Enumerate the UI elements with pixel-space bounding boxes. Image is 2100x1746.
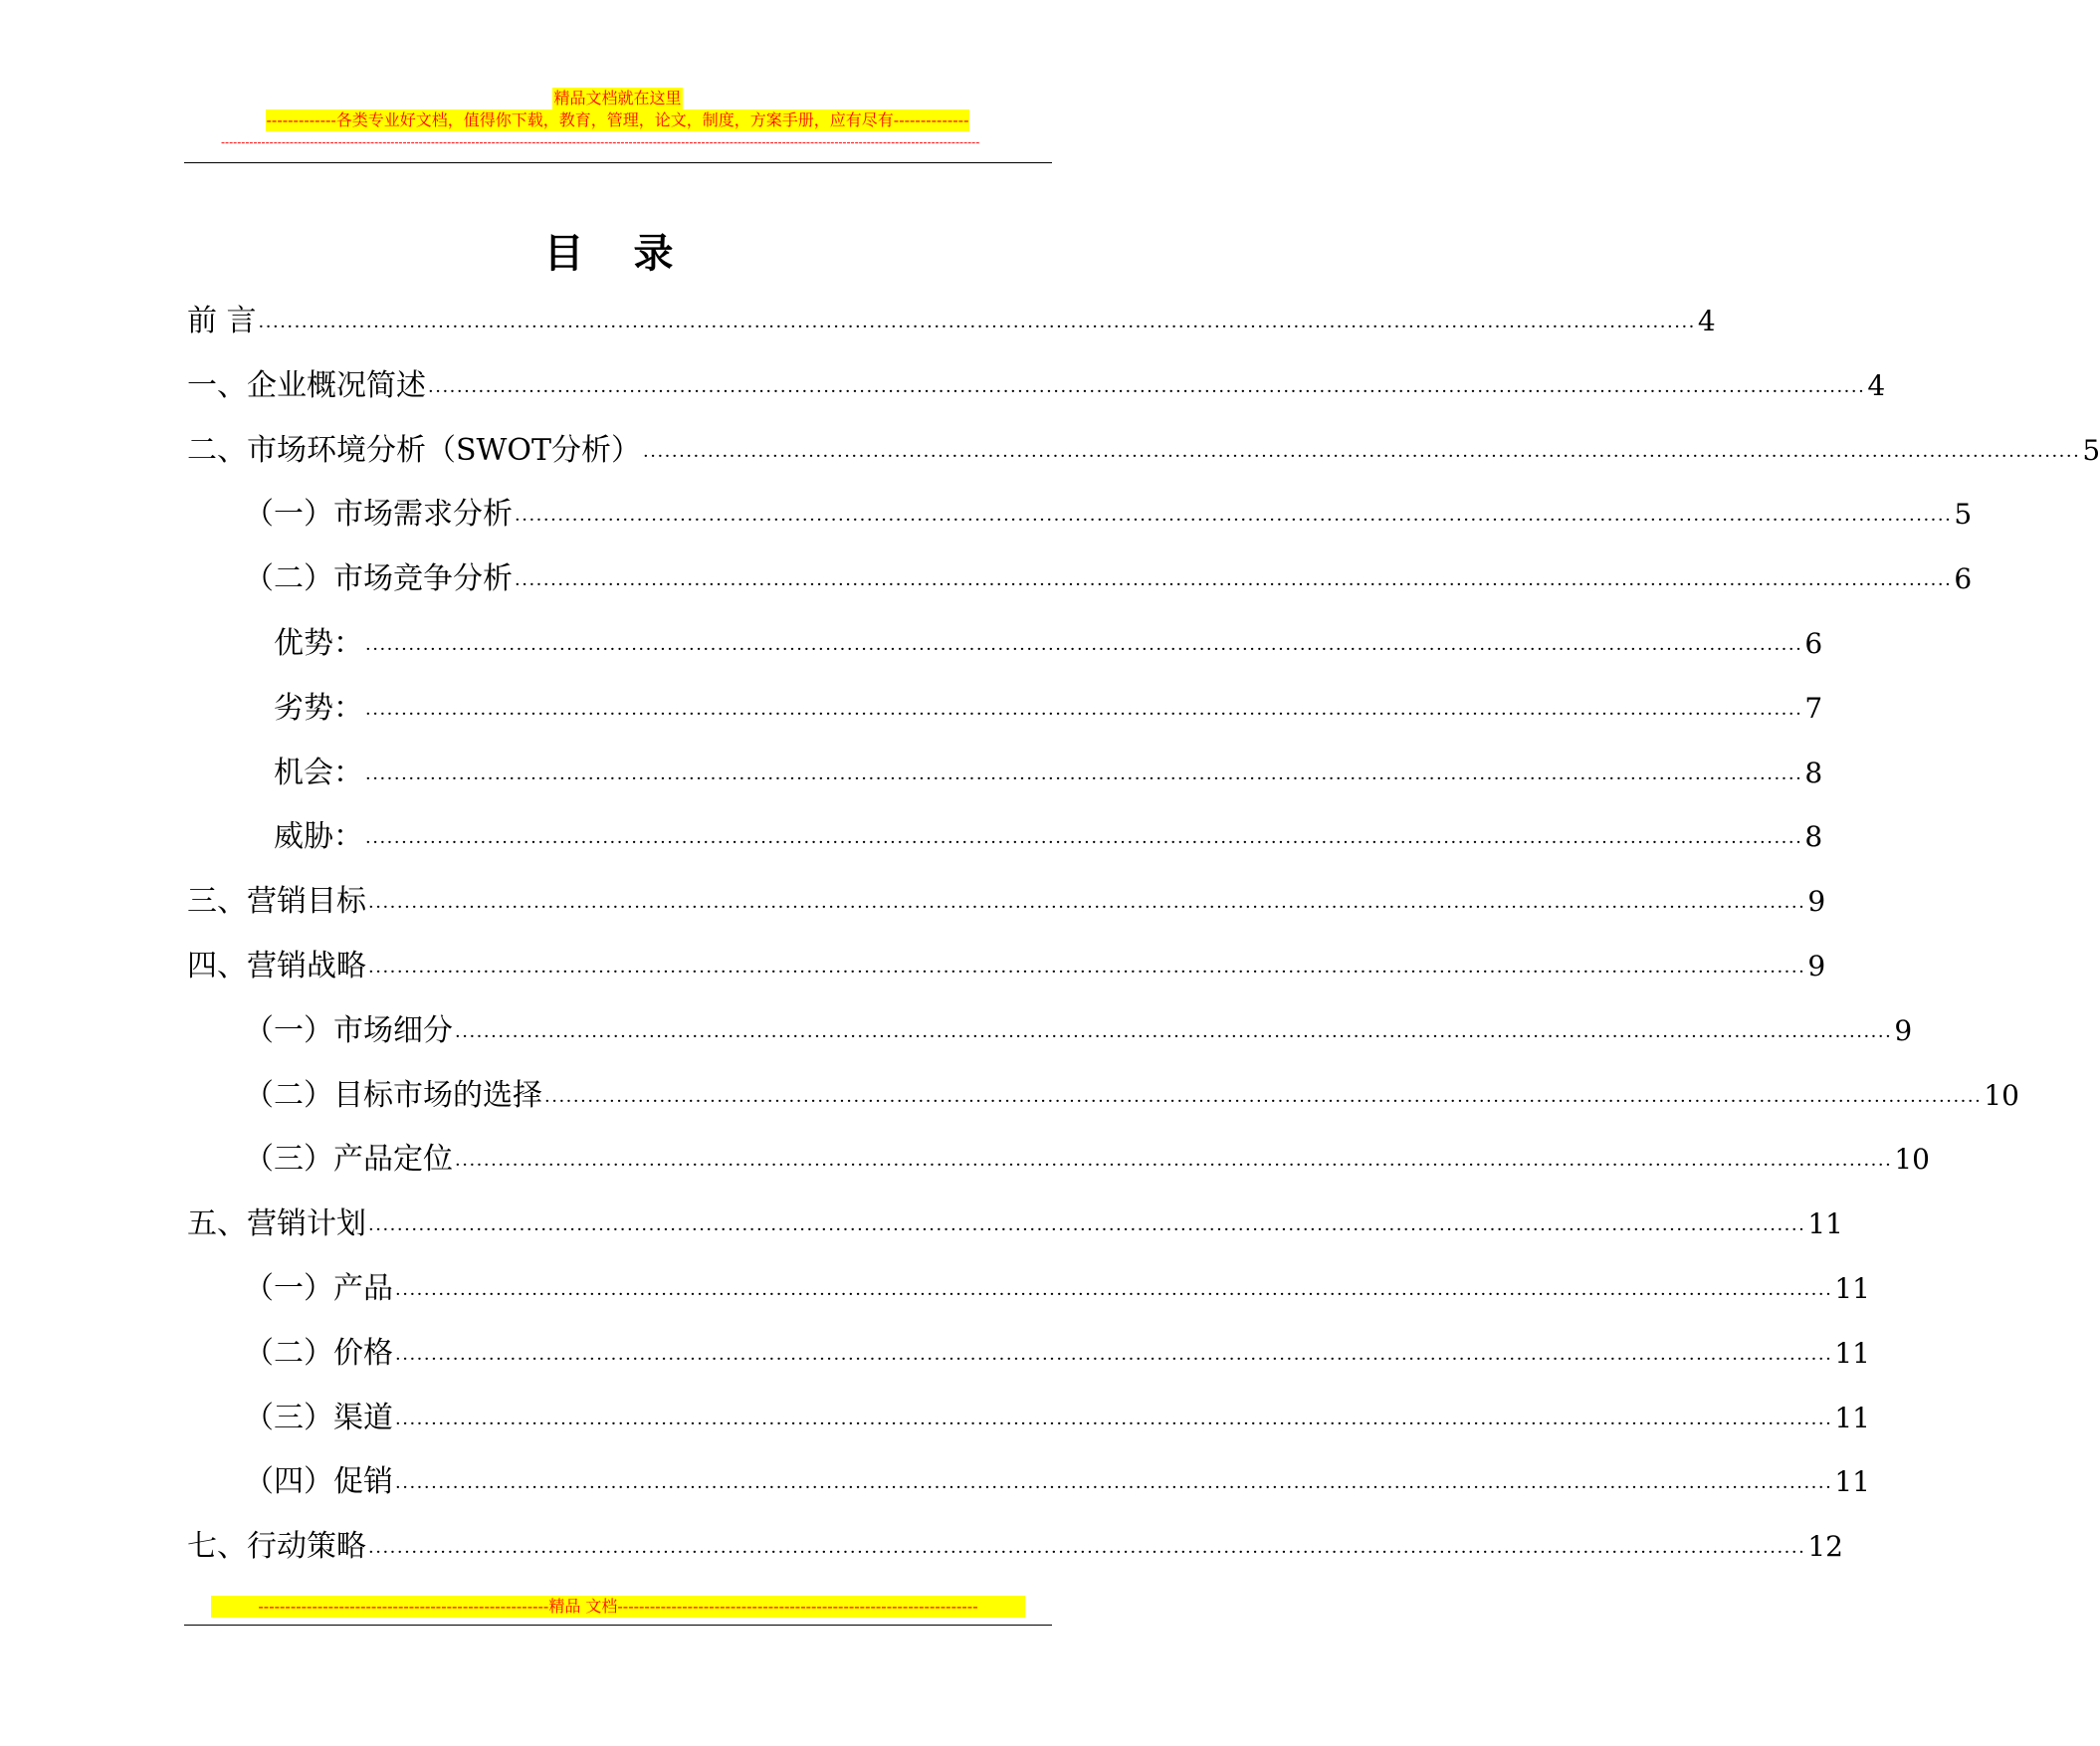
toc-entry[interactable] — [274, 751, 1823, 796]
toc-entry-label: （三）产品定位 — [244, 1142, 453, 1178]
toc-entry[interactable] — [244, 556, 1973, 602]
toc-entry-label: 七、行动策略 — [187, 1529, 366, 1565]
toc-entry-label: 威胁： — [274, 819, 363, 855]
toc-dot-leader: ········································································································································································································ — [395, 1477, 1833, 1499]
toc-entry-label: （一）产品 — [244, 1271, 393, 1306]
toc-entry-page: 11 — [1834, 1401, 1870, 1434]
toc-entry-page: 8 — [1804, 756, 1823, 789]
toc-entry[interactable] — [244, 1459, 1870, 1505]
toc-dot-leader: ········································································································································································································ — [365, 639, 1803, 660]
page-footer: ------------------------------------------------------精品 文档------------------------------------------------------------------- — [211, 1596, 1025, 1618]
toc-entry-label: （一）市场需求分析 — [244, 497, 513, 533]
toc-entry-label: 五、营销计划 — [187, 1206, 366, 1242]
toc-entry[interactable] — [274, 621, 1823, 667]
toc-entry-page: 5 — [2082, 433, 2100, 467]
page-header — [0, 88, 1235, 131]
toc-dot-leader: ········································································································································································································ — [368, 897, 1806, 919]
toc-entry[interactable] — [244, 1137, 1930, 1183]
toc-entry-page: 4 — [1867, 368, 1886, 402]
toc-entry[interactable] — [187, 1524, 1843, 1570]
toc-entry-page: 7 — [1804, 691, 1823, 725]
toc-entry-label: （一）市场细分 — [244, 1012, 453, 1048]
toc-dot-leader: ········································································································································································································ — [368, 1542, 1806, 1564]
toc-entry[interactable] — [244, 492, 1973, 538]
toc-entry[interactable] — [187, 1201, 1843, 1247]
toc-entry-page: 5 — [1954, 498, 1973, 532]
toc-entry-page: 12 — [1807, 1530, 1843, 1564]
toc-entry[interactable] — [274, 814, 1823, 860]
toc-entry-page: 6 — [1804, 627, 1823, 660]
toc-entry[interactable] — [187, 428, 2100, 474]
toc-entry-label: 二、市场环境分析（SWOT分析） — [187, 432, 641, 468]
toc-dot-leader: ········································································································································································································ — [428, 380, 1866, 402]
header-rule — [184, 162, 1052, 163]
toc-dot-leader: ········································································································································································································ — [395, 1284, 1833, 1305]
toc-entry-label: 劣势： — [274, 690, 363, 726]
toc-entry[interactable] — [244, 1266, 1870, 1312]
toc-dot-leader: ········································································································································································································ — [395, 1348, 1833, 1370]
toc-entry-page: 9 — [1807, 885, 1826, 919]
footer-rule — [184, 1625, 1052, 1626]
toc-entry[interactable] — [244, 1008, 1913, 1054]
toc-entry[interactable] — [187, 299, 1716, 344]
toc-dot-leader: ········································································································································································································ — [395, 1413, 1833, 1434]
toc-entry-label: （三）渠道 — [244, 1400, 393, 1435]
toc-entry[interactable] — [244, 1073, 2019, 1119]
toc-entry-page: 4 — [1697, 305, 1716, 337]
toc-entry-label: （四）促销 — [244, 1464, 393, 1500]
toc-entry-label: （二）目标市场的选择 — [244, 1077, 542, 1113]
toc-entry[interactable] — [244, 1396, 1870, 1441]
toc-entry-page: 11 — [1834, 1272, 1870, 1305]
header-title: 精品文档就在这里 — [553, 89, 682, 108]
toc-entry-page: 11 — [1807, 1207, 1843, 1241]
toc-dot-leader: ········································································································································································································ — [365, 767, 1803, 789]
page-title: 目 录 — [543, 230, 692, 277]
toc-entry-label: 三、营销目标 — [187, 884, 366, 920]
toc-entry[interactable] — [187, 363, 1886, 409]
toc-entry-label: （二）市场竞争分析 — [244, 561, 513, 597]
toc-entry-label: 一、企业概况简述 — [187, 367, 426, 403]
toc-entry-page: 8 — [1804, 820, 1823, 854]
header-slogan: -------------各类专业好文档，值得你下载，教育，管理，论文，制度，方案手册，应有尽有-------------- — [266, 110, 969, 129]
toc-entry-page: 6 — [1954, 562, 1973, 596]
toc-dot-leader: ········································································································································································································ — [258, 317, 1696, 337]
toc-entry[interactable] — [187, 879, 1826, 925]
toc-dot-leader: ········································································································································································································ — [643, 445, 2081, 467]
toc-entry-page: 9 — [1894, 1013, 1913, 1047]
toc-entry-label: 优势： — [274, 626, 363, 661]
toc-entry-page: 11 — [1834, 1465, 1870, 1499]
toc-dot-leader: ········································································································································································································ — [365, 832, 1803, 854]
toc-dot-leader: ········································································································································································································ — [368, 962, 1806, 982]
toc-dot-leader: ········································································································································································································ — [365, 703, 1803, 725]
toc-dot-leader: ········································································································································································································ — [455, 1155, 1893, 1177]
toc-dot-leader: ········································································································································································································ — [544, 1090, 1983, 1112]
toc-dot-leader: ········································································································································································································ — [368, 1219, 1806, 1241]
header-dash-line: -------------------------------------------------------------------------------------------------------------------------------------------------------------------------------------------- — [221, 135, 980, 149]
toc-entry-page: 11 — [1834, 1336, 1870, 1370]
toc-entry-page: 10 — [1894, 1143, 1930, 1177]
toc-entry[interactable] — [244, 1331, 1870, 1377]
toc-dot-leader: ········································································································································································································ — [515, 574, 1953, 596]
toc-entry-label: （二）价格 — [244, 1335, 393, 1371]
toc-entry-page: 10 — [1984, 1078, 2019, 1112]
toc-entry[interactable] — [187, 944, 1826, 989]
toc-entry-label: 前 言 — [187, 304, 257, 338]
toc-entry-page: 9 — [1807, 950, 1826, 982]
toc-dot-leader: ········································································································································································································ — [515, 510, 1953, 532]
toc-entry-label: 四、营销战略 — [187, 949, 366, 983]
toc-entry-label: 机会： — [274, 755, 363, 790]
toc-entry[interactable] — [274, 686, 1823, 732]
toc-dot-leader: ········································································································································································································ — [455, 1025, 1893, 1047]
